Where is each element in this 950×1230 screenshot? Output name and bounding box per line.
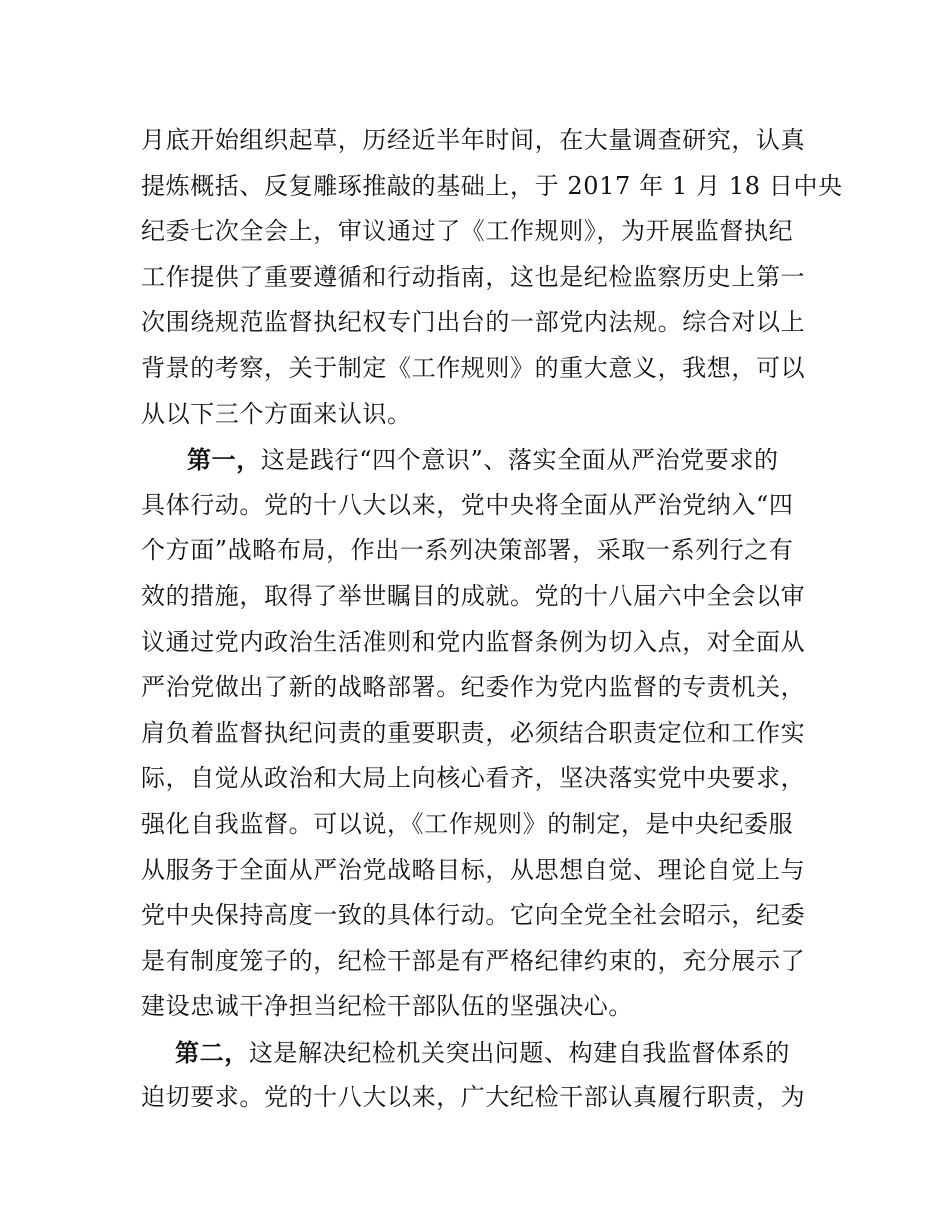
text-line: 严治党做出了新的战略部署。纪委作为党内监督的专责机关， (141, 673, 806, 702)
text-line: 际，自觉从政治和大局上向核心看齐，坚决落实党中央要求， (141, 764, 806, 793)
paragraph-1 (141, 118, 843, 437)
text-line: 肩负着监督执纪问责的重要职责，必须结合职责定位和工作实 (141, 718, 806, 747)
text-line: 月底开始组织起草，历经近半年时间，在大量调查研究，认真 (141, 126, 806, 154)
text-line: 从以下三个方面来认识。 (141, 399, 412, 428)
text-line: 个方面”战略布局，作出一系列决策部署，采取一系列行之有 (141, 536, 794, 565)
paragraph-3 (141, 1030, 811, 1121)
text-line: 议通过党内政治生活准则和党内监督条例为切入点，对全面从 (141, 627, 806, 656)
text-line: 党中央保持高度一致的具体行动。它向全党全社会昭示，纪委 (141, 901, 806, 930)
paragraph-lead: 第二， (175, 1037, 249, 1067)
paragraph-first-line (141, 1030, 811, 1076)
paragraph-lead: 第一， (187, 445, 261, 475)
text-line: 是有制度笼子的，纪检干部是有严格纪律约束的，充分展示了 (141, 946, 806, 975)
paragraph-first-line-rest: 这是践行“四个意识”、落实全面从严治党要求的 (260, 446, 779, 475)
text-line: 提炼概括、反复雕琢推敲的基础上，于 2017 年 1 月 18 日中央 (141, 171, 843, 200)
text-line: 纪委七次全会上，审议通过了《工作规则》，为开展监督执纪 (141, 217, 794, 246)
text-line: 工作提供了重要遵循和行动指南，这也是纪检监察历史上第一 (141, 262, 806, 291)
paragraph-2 (141, 437, 811, 1030)
text-line: 强化自我监督。可以说，《工作规则》的制定，是中央纪委服 (141, 809, 794, 838)
document-body (141, 118, 843, 1121)
text-line: 建设忠诚干净担当纪检干部队伍的坚强决心。 (141, 992, 633, 1021)
paragraph-first-line-rest: 这是解决纪检机关突出问题、构建自我监督体系的 (248, 1038, 791, 1067)
paragraph-first-line (141, 437, 811, 483)
text-line: 从服务于全面从严治党战略目标，从思想自觉、理论自觉上与 (141, 855, 806, 884)
text-line: 次围绕规范监督执纪权专门出台的一部党内法规。综合对以上 (141, 308, 806, 337)
text-line: 迫切要求。党的十八大以来，广大纪检干部认真履行职责，为 (141, 1083, 806, 1112)
text-line: 效的措施，取得了举世瞩目的成就。党的十八届六中全会以审 (141, 581, 806, 610)
text-line: 背景的考察，关于制定《工作规则》的重大意义，我想，可以 (141, 353, 806, 382)
text-line: 具体行动。党的十八大以来，党中央将全面从严治党纳入“四 (141, 490, 794, 519)
